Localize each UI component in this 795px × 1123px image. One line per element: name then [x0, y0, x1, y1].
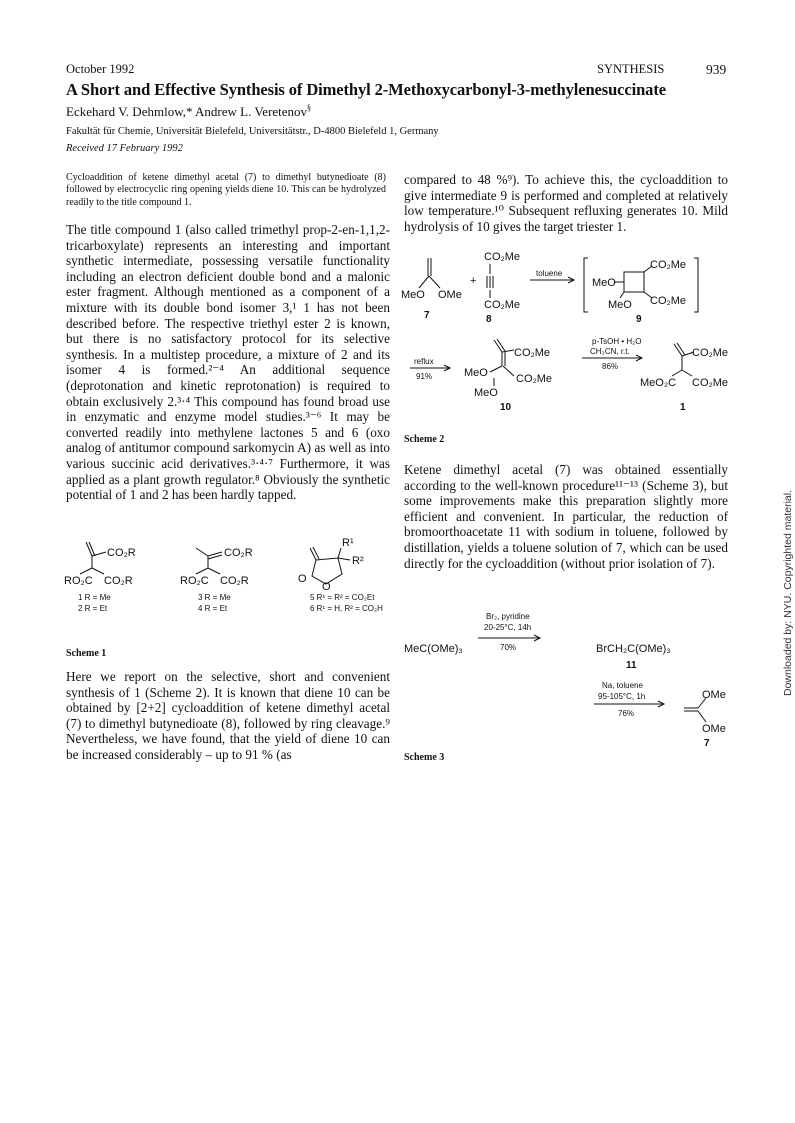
s1-o-carbonyl: O — [298, 573, 307, 585]
scheme-3-structures — [404, 608, 734, 748]
s2-label-7: 7 — [424, 310, 430, 321]
affiliation: Fakultät für Chemie, Universität Bielefeld, Universitätstr., D-4800 Bielefeld 1, Germany — [66, 126, 439, 137]
s2-8-co2me-bot: CO₂Me — [484, 299, 521, 311]
header-page: 939 — [706, 62, 727, 77]
scheme-3-label: Scheme 3 — [404, 752, 445, 763]
s2-9-co2me-a: CO₂Me — [650, 259, 687, 271]
s2-label-9: 9 — [636, 314, 642, 325]
s2-10-co2me-b: CO₂Me — [516, 373, 553, 385]
s1-1-ro2c: RO₂C — [64, 575, 93, 587]
s2-7-ome: OMe — [438, 289, 462, 301]
s2-label-10: 10 — [500, 402, 512, 413]
abstract: Cycloaddition of ketene dimethyl acetal (7) to dimethyl butynedioate (8) followed by electrocyclic ring opening yields diene 10. This can be hydrolyzed readily to the title compound 1. — [66, 172, 386, 208]
s2-9-co2me-b: CO₂Me — [650, 295, 687, 307]
s1-3-co2r: CO₂R — [224, 547, 253, 559]
scheme-2-label: Scheme 2 — [404, 434, 445, 445]
s3-yield1: 70% — [500, 643, 517, 652]
s1-legend-1: 1 R = Me — [78, 593, 111, 602]
s2-cond-ch3cn: CH₃CN, r.t. — [590, 347, 630, 356]
s3-cond2b: 95-105°C, 1h — [598, 692, 646, 701]
author-names: Eckehard V. Dehmlow,* Andrew L. Veretenov — [66, 104, 308, 119]
article-title: A Short and Effective Synthesis of Dimethyl 2-Methoxycarbonyl-3-methylenesuccinate — [66, 80, 666, 99]
s2-plus: + — [470, 275, 477, 287]
scheme-1-label: Scheme 1 — [66, 648, 107, 659]
s1-r2: R² — [352, 555, 364, 567]
s2-10-meo-a: MeO — [464, 367, 488, 379]
s1-legend-3: 3 R = Me — [198, 593, 231, 602]
header-date: October 1992 — [66, 62, 135, 76]
s1-1-co2r-b: CO₂R — [104, 575, 133, 587]
s2-cond-reflux: reflux — [414, 357, 434, 366]
s1-1-co2r: CO₂R — [107, 547, 136, 559]
header-journal: SYNTHESIS — [597, 62, 665, 76]
s1-3-ro2c: RO₂C — [180, 575, 209, 587]
s2-8-co2me-top: CO₂Me — [484, 251, 521, 263]
left-para-2: Here we report on the selective, short and convenient synthesis of 1 (Scheme 2). It is known that diene 10 can be obtained by [2+2] cycloaddition of ketene dimethyl acetal (7) to dimethyl butynedioate (8), followed by ring cleavage.⁹ Nevertheless, we have found, that the yield of diene 10 can be increased considerably – up to 91 % (as — [66, 669, 390, 762]
s3-label-11: 11 — [626, 660, 637, 671]
received-date: Received 17 February 1992 — [66, 143, 183, 154]
s3-cond1b: 20-25°C, 14h — [484, 623, 532, 632]
authors — [66, 104, 311, 120]
s2-9-meo-a: MeO — [592, 277, 616, 289]
s1-legend-4: 4 R = Et — [198, 604, 228, 613]
s2-7-meo: MeO — [401, 289, 425, 301]
s2-yield-tsoh: 86% — [602, 362, 619, 371]
s1-r1: R¹ — [342, 537, 354, 549]
s2-1-meo2c: MeO₂C — [640, 377, 677, 389]
s2-1-co2me-a: CO₂Me — [692, 347, 729, 359]
s2-cond-tsoh: p-TsOH • H₂O — [592, 337, 642, 346]
s2-10-meo-b: MeO — [474, 387, 498, 399]
s3-7-ome-b: OMe — [702, 723, 726, 735]
download-watermark: Downloaded by: NYU. Copyrighted material. — [782, 489, 794, 696]
right-para-2: Ketene dimethyl acetal (7) was obtained essentially according to the well-known procedure¹¹⁻¹³ (Scheme 3), but some improvements make this preparation slightly more efficient and convenient. In particular, the reduction of bromoorthoacetate 11 with sodium in toluene, followed by distillation, yields a toluene solution of 7, which can be used directly for the cycloaddition (without prior isolation of 7). — [404, 462, 728, 571]
scheme-1-structures — [66, 534, 396, 654]
s3-cond1a: Br₂, pyridine — [486, 612, 530, 621]
scheme-2-structures — [401, 248, 744, 438]
s3-product: BrCH₂C(OMe)₃ — [596, 643, 671, 655]
s2-yield-reflux: 91% — [416, 372, 433, 381]
s3-cond2a: Na, toluene — [602, 681, 643, 690]
s3-label-7: 7 — [704, 738, 710, 749]
s2-1-co2me-b: CO₂Me — [692, 377, 729, 389]
author-mark: § — [307, 103, 312, 113]
s2-label-8: 8 — [486, 314, 492, 325]
s2-label-1: 1 — [680, 402, 686, 413]
s1-legend-5: 5 R¹ = R² = CO₂Et — [310, 593, 375, 602]
s1-o-ring: O — [322, 581, 331, 593]
left-para-1: The title compound 1 (also called trimethyl prop-2-en-1,1,2-tricarboxylate) represents an interesting and important synthetic intermediate, possessing versatile functionality including an electron deficient double bond and a malonic ester fragment. Although mentioned as a component of a mixture with its double bond isomer 3,¹ 1 has not been described before. The respective triethyl ester 2 is known, but there is no satisfactory protocol for its selective synthesis. In a multistep procedure, a mixture of 2 and its isomer 4 is formed.²⁻⁴ An additional sequence (deprotonation and kinetic reprotonation) is required to obtain exclusively 2.³·⁴ This compound has found broad use in enzymatic and enzyme model studies.³⁻⁶ It may be converted readily into methylene lactones 5 and 6 (oxo analog of antitumor compound sarkomycin A) as well as into various succinic acid derivatives.³·⁴·⁷ Furthermore, it was applied as a plant growth regulator.⁸ Obviously the synthetic potential of 1 and 2 has been hardly tapped. — [66, 222, 390, 503]
s1-legend-6: 6 R¹ = H, R² = CO₂H — [310, 604, 383, 613]
s2-9-meo-b: MeO — [608, 299, 632, 311]
s1-3-co2r-b: CO₂R — [220, 575, 249, 587]
s3-reactant: MeC(OMe)₃ — [404, 643, 463, 655]
right-para-1: compared to 48 %⁹). To achieve this, the cycloaddition to give intermediate 9 is performed and completed at relatively low temperature.¹⁰ Subsequent refluxing generates 10. Mild hydrolysis of 10 gives the target triester 1. — [404, 172, 728, 234]
s2-cond-toluene: toluene — [536, 269, 563, 278]
s2-10-co2me-a: CO₂Me — [514, 347, 551, 359]
s3-7-ome-a: OMe — [702, 689, 726, 701]
s3-yield2: 76% — [618, 709, 635, 718]
s1-legend-2: 2 R = Et — [78, 604, 108, 613]
